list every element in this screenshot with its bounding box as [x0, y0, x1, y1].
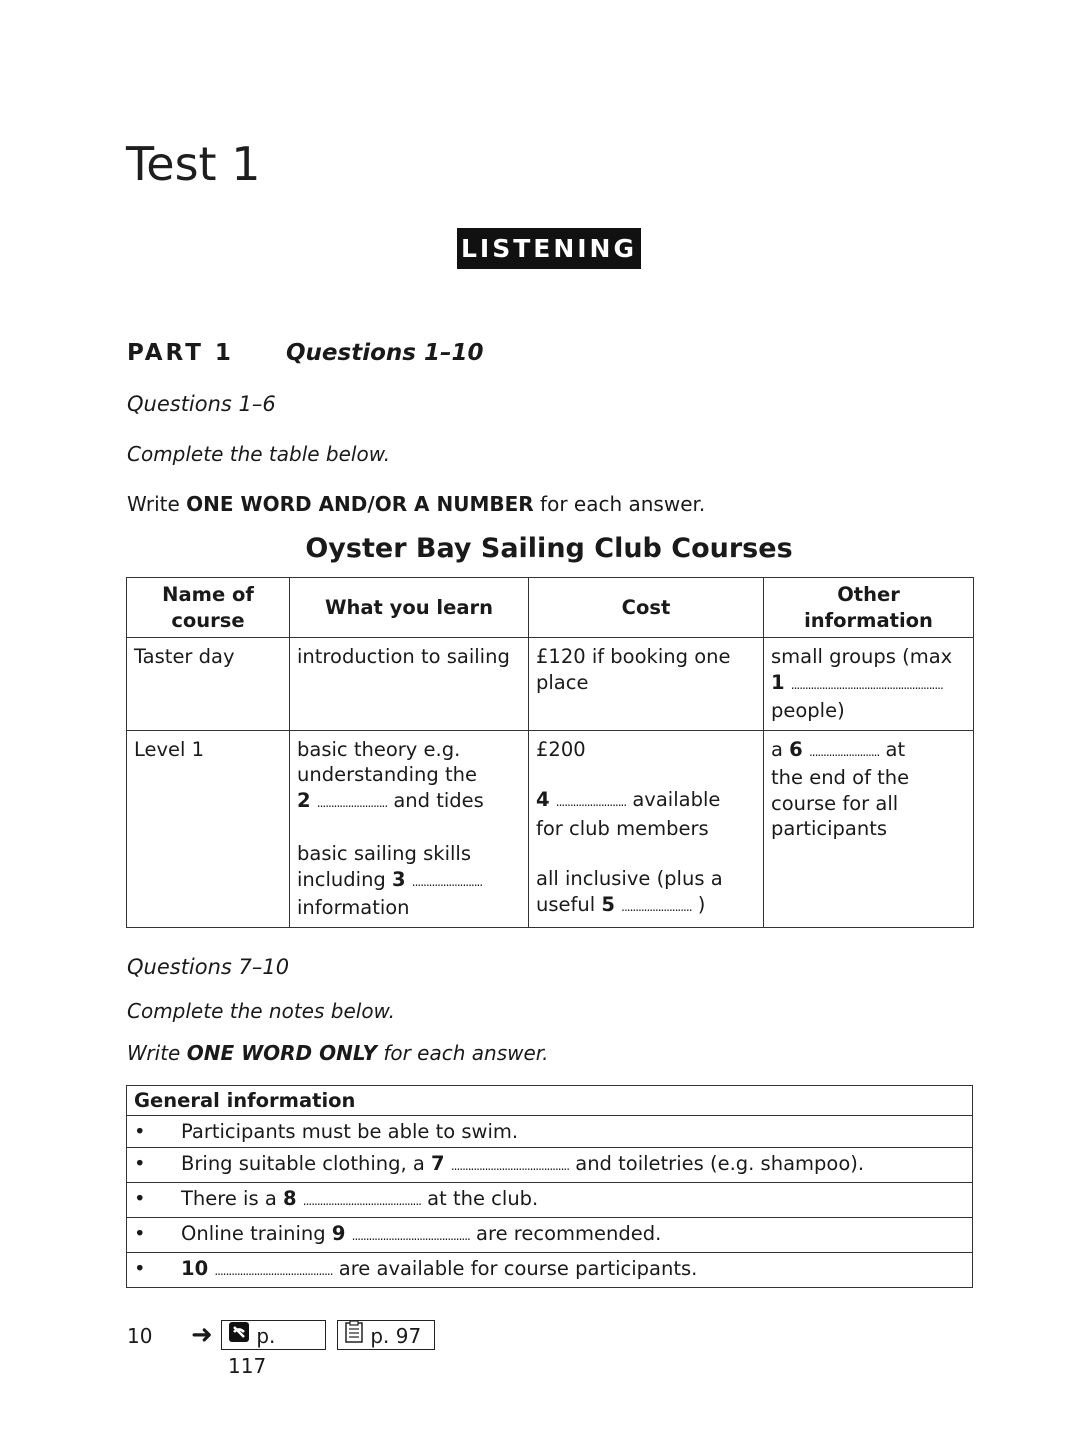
course-learn: basic theory e.g. understanding the 2 ......................... and tides basic sailing skills including 3 ......................... information [290, 730, 529, 927]
list-item: • Participants must be able to swim. [127, 1116, 973, 1148]
question-number: 10 [181, 1257, 209, 1280]
notes-header: General information [127, 1086, 973, 1116]
notes-header-row [127, 1086, 973, 1116]
answer-blank[interactable]: .......................................... [450, 1159, 570, 1173]
bullet-icon: • [134, 1152, 146, 1175]
question-number: 6 [789, 737, 803, 761]
answer-blank[interactable]: ......................... [411, 874, 483, 889]
answer-blank[interactable]: ......................... [808, 744, 880, 759]
question-number: 5 [601, 892, 615, 916]
audio-script-icon [228, 1321, 250, 1351]
column-header: Name of course [127, 578, 290, 638]
course-name: Level 1 [127, 730, 290, 927]
answer-blank[interactable]: .......................................... [214, 1264, 333, 1278]
answer-blank[interactable]: ......................... [316, 795, 388, 810]
bullet-icon: • [134, 1119, 146, 1143]
audio-script-reference[interactable]: p. 117 [221, 1320, 326, 1350]
answer-blank[interactable]: .......................................... [302, 1194, 421, 1208]
part-questions: Questions 1–10 [286, 340, 484, 366]
course-other: a 6 ......................... at the end of the course for all participants [764, 730, 974, 927]
question-number: 9 [331, 1222, 346, 1245]
bullet-icon: • [134, 1187, 146, 1210]
answer-blank[interactable]: ......................... [621, 899, 692, 914]
questions-1-6-heading: Questions 1–6 [127, 392, 276, 416]
questions-1-6-instruction: Complete the table below. [127, 442, 391, 466]
course-cost: £200 4 ......................... available for club members all inclusive (plus a useful 5 ......................... ) [529, 730, 764, 927]
answer-blank[interactable]: ......................... [555, 795, 627, 809]
questions-1-6-write-instruction: Write ONE WORD AND/OR A NUMBER for each answer. [127, 492, 706, 516]
table-row [127, 730, 974, 927]
answer-blank[interactable]: ...................................................... [790, 677, 943, 692]
answer-blank[interactable]: .......................................... [351, 1229, 470, 1243]
question-number: 3 [392, 867, 406, 891]
course-cost: £120 if booking one place [529, 638, 764, 731]
list-item: • 10 .......................................... are available for course participants. [127, 1253, 973, 1288]
arrow-right-icon: ➜ [191, 1320, 213, 1350]
column-header: Cost [529, 578, 764, 638]
list-item: • There is a 8 .......................................... at the club. [127, 1183, 973, 1218]
bullet-icon: • [134, 1222, 146, 1245]
question-number: 4 [536, 788, 550, 811]
column-header: Other information [764, 578, 974, 638]
course-learn: introduction to sailing [290, 638, 529, 731]
answer-key-icon [344, 1320, 364, 1352]
list-item: • Bring suitable clothing, a 7 .......................................... and toiletries (e.g. shampoo). [127, 1148, 973, 1183]
questions-7-10-heading: Questions 7–10 [127, 955, 290, 979]
question-number: 7 [431, 1152, 445, 1175]
answer-key-reference[interactable]: p. 97 [337, 1320, 435, 1350]
section-label: LISTENING [457, 228, 641, 269]
page-title: Test 1 [126, 137, 261, 191]
courses-table [126, 577, 974, 928]
table-row [127, 638, 974, 731]
question-number: 2 [297, 788, 311, 812]
notes-table [126, 1085, 973, 1288]
list-item: • Online training 9 .......................................... are recommended. [127, 1218, 973, 1253]
table-header-row [127, 578, 974, 638]
question-number: 1 [771, 670, 785, 694]
bullet-icon: • [134, 1257, 146, 1280]
column-header: What you learn [290, 578, 529, 638]
questions-7-10-instruction: Complete the notes below. [127, 999, 395, 1023]
page-number: 10 [127, 1324, 153, 1348]
part-label: PART 1 [127, 340, 234, 366]
course-other: small groups (max 1 ...................................................... people) [764, 638, 974, 731]
question-number: 8 [282, 1187, 297, 1210]
table-title: Oyster Bay Sailing Club Courses [305, 533, 793, 564]
questions-7-10-write-instruction: Write ONE WORD ONLY for each answer. [127, 1041, 549, 1065]
course-name: Taster day [127, 638, 290, 731]
